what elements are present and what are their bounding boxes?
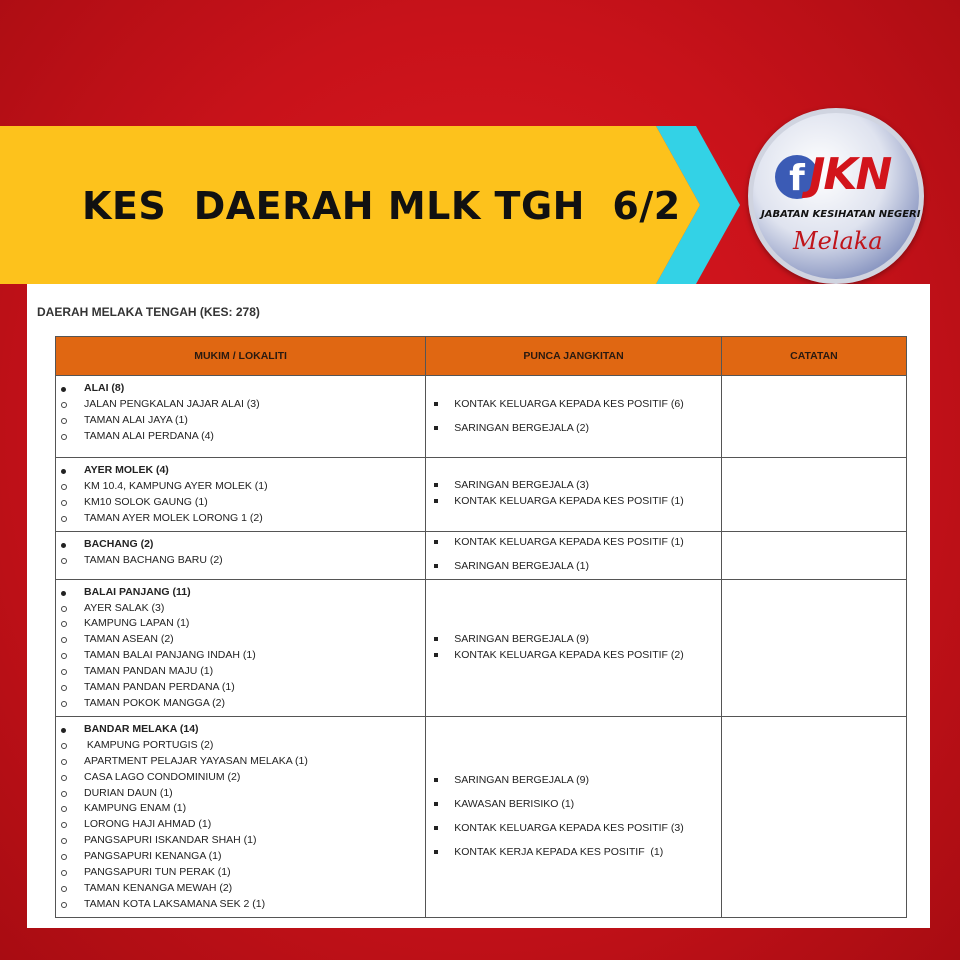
column-header-mukim: MUKIM / LOKALITI (56, 337, 426, 376)
lokaliti-item: TAMAN AYER MOLEK LORONG 1 (2) (61, 511, 425, 527)
document-title: DAERAH MELAKA TENGAH (KES: 278) (37, 305, 260, 319)
punca-cell (426, 716, 722, 917)
column-header-catatan: CATATAN (721, 337, 906, 376)
lokaliti-item: AYER SALAK (3) (61, 601, 425, 617)
mukim-name: ALAI (8) (61, 381, 425, 397)
lokaliti-item: CASA LAGO CONDOMINIUM (2) (61, 770, 425, 786)
column-header-punca: PUNCA JANGKITAN (426, 337, 722, 376)
lokaliti-item: APARTMENT PELAJAR YAYASAN MELAKA (1) (61, 754, 425, 770)
lokaliti-item: TAMAN ALAI JAYA (1) (61, 413, 425, 429)
punca-cell (426, 458, 722, 532)
lokaliti-item: TAMAN BACHANG BARU (2) (61, 553, 425, 569)
mukim-name: BACHANG (2) (61, 537, 425, 553)
lokaliti-item: KAMPUNG LAPAN (1) (61, 616, 425, 632)
catatan-cell (721, 579, 906, 716)
catatan-cell (721, 376, 906, 458)
table-row (56, 458, 907, 532)
punca-item: KAWASAN BERISIKO (1) (434, 797, 721, 813)
table-row (56, 531, 907, 579)
logo-city: Melaka (793, 227, 883, 255)
document-page (27, 284, 930, 928)
punca-cell (426, 579, 722, 716)
punca-item: SARINGAN BERGEJALA (9) (434, 773, 721, 789)
punca-cell (426, 531, 722, 579)
punca-item: KONTAK KELUARGA KEPADA KES POSITIF (6) (434, 397, 721, 413)
lokaliti-item: KM 10.4, KAMPUNG AYER MOLEK (1) (61, 479, 425, 495)
lokaliti-item: PANGSAPURI ISKANDAR SHAH (1) (61, 833, 425, 849)
mukim-name: BALAI PANJANG (11) (61, 585, 425, 601)
mukim-cell (56, 531, 426, 579)
lokaliti-item: PANGSAPURI TUN PERAK (1) (61, 865, 425, 881)
lokaliti-item: KAMPUNG ENAM (1) (61, 801, 425, 817)
facebook-icon: f (775, 155, 819, 199)
punca-item: KONTAK KERJA KEPADA KES POSITIF (1) (434, 845, 721, 861)
lokaliti-item: TAMAN ASEAN (2) (61, 632, 425, 648)
table-row (56, 716, 907, 917)
lokaliti-item: TAMAN KENANGA MEWAH (2) (61, 881, 425, 897)
catatan-cell (721, 531, 906, 579)
lokaliti-item: TAMAN KOTA LAKSAMANA SEK 2 (1) (61, 897, 425, 913)
catatan-cell (721, 716, 906, 917)
lokaliti-item: TAMAN ALAI PERDANA (4) (61, 429, 425, 445)
lokaliti-item: PANGSAPURI KENANGA (1) (61, 849, 425, 865)
logo-name: JABATAN KESIHATAN NEGERI (761, 209, 921, 220)
punca-item: KONTAK KELUARGA KEPADA KES POSITIF (2) (434, 648, 721, 664)
mukim-cell (56, 376, 426, 458)
lokaliti-item: JALAN PENGKALAN JAJAR ALAI (3) (61, 397, 425, 413)
punca-item: SARINGAN BERGEJALA (3) (434, 478, 721, 494)
jkn-melaka-logo (748, 108, 924, 284)
cases-table (55, 336, 907, 918)
lokaliti-item: TAMAN BALAI PANJANG INDAH (1) (61, 648, 425, 664)
mukim-name: BANDAR MELAKA (14) (61, 722, 425, 738)
mukim-name: AYER MOLEK (4) (61, 463, 425, 479)
punca-item: SARINGAN BERGEJALA (2) (434, 421, 721, 437)
punca-item: KONTAK KELUARGA KEPADA KES POSITIF (1) (434, 494, 721, 510)
lokaliti-item: KAMPUNG PORTUGIS (2) (61, 738, 425, 754)
logo-abbr: JKN (809, 149, 891, 200)
banner-title: KES DAERAH MLK TGH 6/2 (82, 184, 681, 228)
punca-cell (426, 376, 722, 458)
catatan-cell (721, 458, 906, 532)
lokaliti-item: TAMAN PANDAN MAJU (1) (61, 664, 425, 680)
table-row (56, 579, 907, 716)
mukim-cell (56, 579, 426, 716)
punca-item: SARINGAN BERGEJALA (9) (434, 632, 721, 648)
table-row (56, 376, 907, 458)
punca-item: KONTAK KELUARGA KEPADA KES POSITIF (3) (434, 821, 721, 837)
lokaliti-item: TAMAN POKOK MANGGA (2) (61, 696, 425, 712)
lokaliti-item: TAMAN PANDAN PERDANA (1) (61, 680, 425, 696)
lokaliti-item: KM10 SOLOK GAUNG (1) (61, 495, 425, 511)
punca-item: KONTAK KELUARGA KEPADA KES POSITIF (1) (434, 535, 721, 551)
punca-item: SARINGAN BERGEJALA (1) (434, 559, 721, 575)
table-header-row (56, 337, 907, 376)
mukim-cell (56, 458, 426, 532)
lokaliti-item: LORONG HAJI AHMAD (1) (61, 817, 425, 833)
lokaliti-item: DURIAN DAUN (1) (61, 786, 425, 802)
mukim-cell (56, 716, 426, 917)
